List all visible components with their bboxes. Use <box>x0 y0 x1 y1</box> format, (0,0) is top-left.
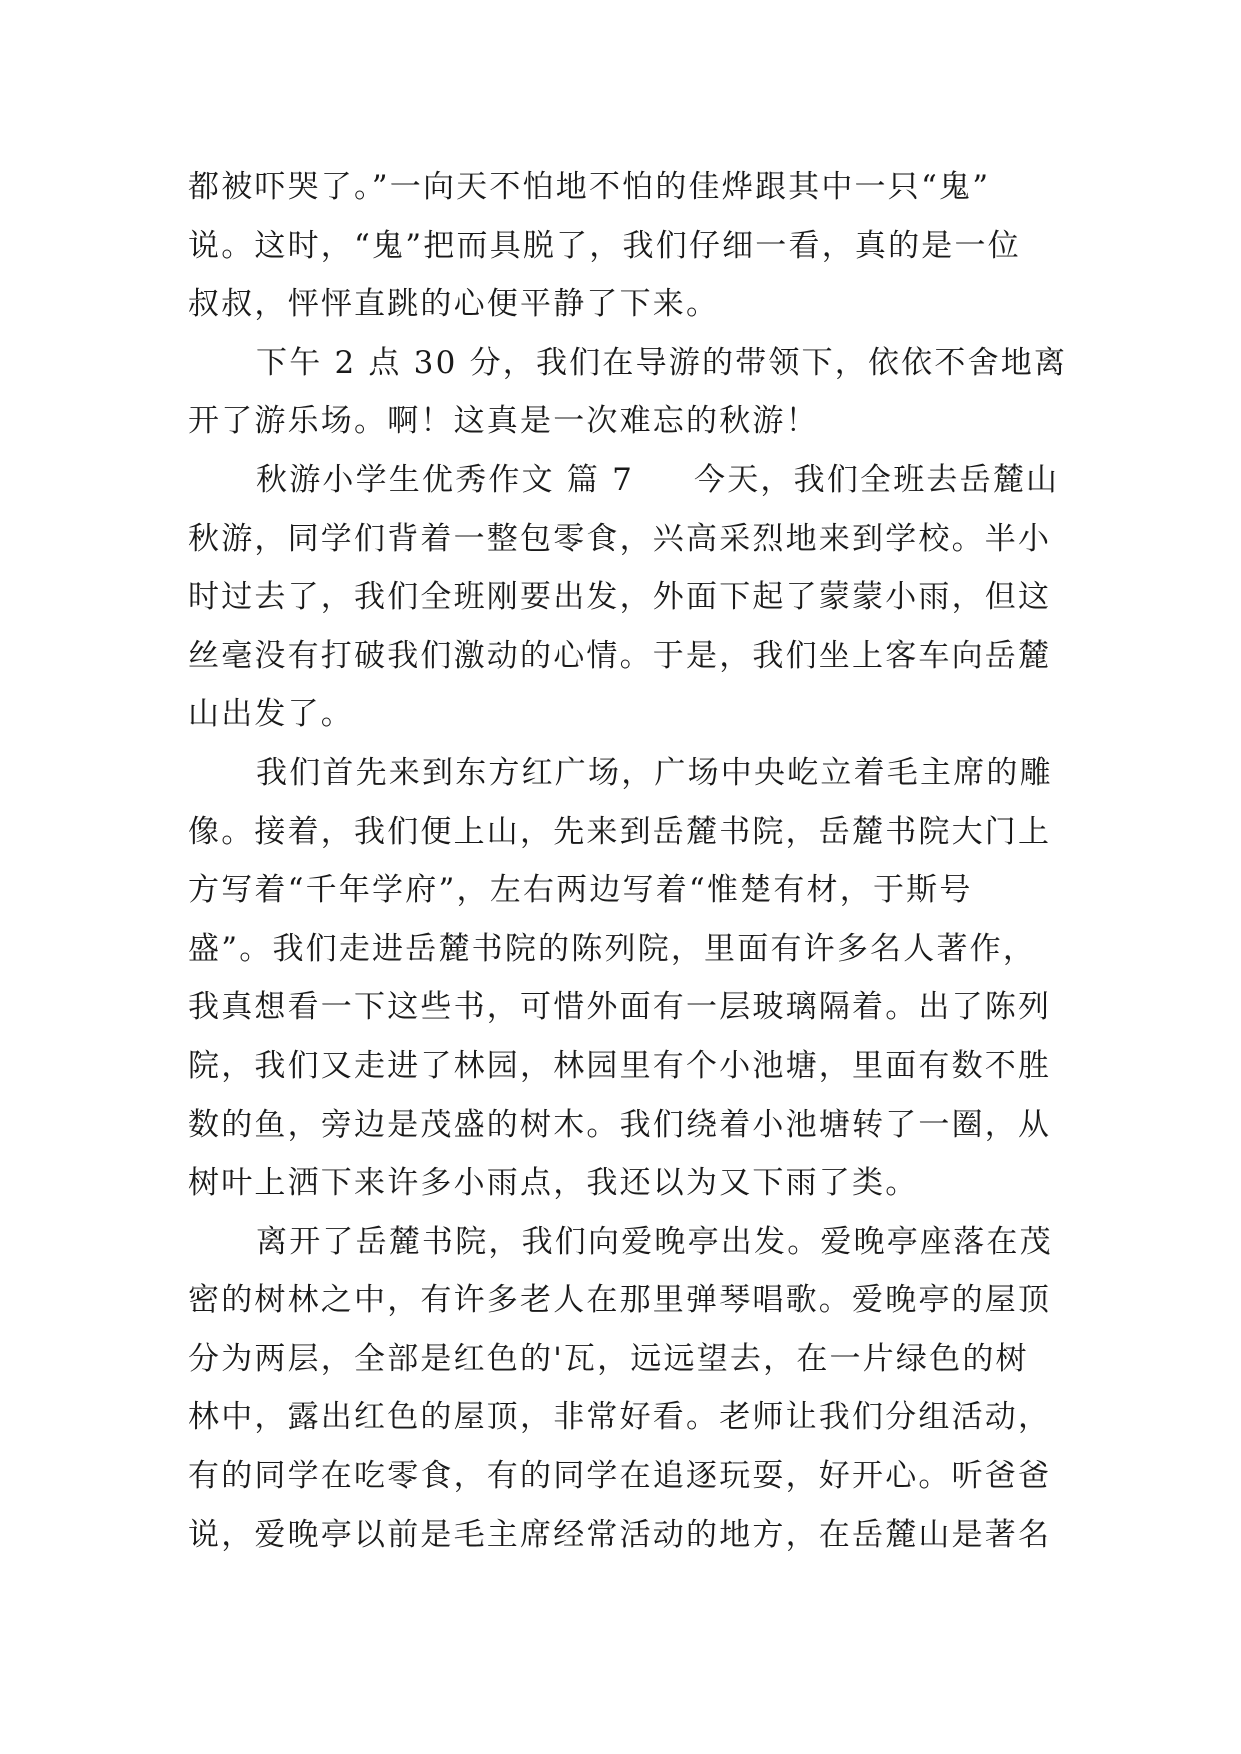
text-line: 院，我们又走进了林园，林园里有个小池塘，里面有数不胜 <box>188 1047 1052 1084</box>
text-line: 我们首先来到东方红广场，广场中央屹立着毛主席的雕 <box>256 754 1053 791</box>
text-line: 说，爱晚亭以前是毛主席经常活动的地方，在岳麓山是著名 <box>188 1516 1052 1553</box>
text-line: 我真想看一下这些书，可惜外面有一层玻璃隔着。出了陈列 <box>188 989 1052 1026</box>
text-line: 密的树林之中，有许多老人在那里弹琴唱歌。爱晚亭的屋顶 <box>188 1282 1052 1319</box>
text-line: 林中，露出红色的屋顶，非常好看。老师让我们分组活动， <box>188 1399 1052 1436</box>
section-first-sentence: 今天，我们全班去岳麓山 <box>694 461 1060 498</box>
text-line: 数的鱼，旁边是茂盛的树木。我们绕着小池塘转了一圈，从 <box>188 1106 1052 1143</box>
text-line: 叔叔，怦怦直跳的心便平静了下来。 <box>188 286 720 323</box>
text-line: 都被吓哭了。”一向天不怕地不怕的佳烨跟其中一只“鬼” <box>188 169 991 205</box>
text-line: 盛”。我们走进岳麓书院的陈列院，里面有许多名人著作， <box>188 930 1037 967</box>
text-line: 分为两层，全部是红色的'瓦，远远望去，在一片绿色的树 <box>188 1340 1029 1377</box>
text-line: 丝毫没有打破我们激动的心情。于是，我们坐上客车向岳麓 <box>188 637 1052 674</box>
essay-body <box>188 158 1068 1564</box>
text-line: 说。这时，“鬼”把而具脱了，我们仔细一看，真的是一位 <box>188 227 1021 264</box>
text-line: 方写着“千年学府”，左右两边写着“惟楚有材，于斯号 <box>188 872 973 909</box>
text-line: 离开了岳麓书院，我们向爱晚亭出发。爱晚亭座落在茂 <box>256 1223 1053 1260</box>
section-title: 秋游小学生优秀作文 篇 7 <box>256 461 635 498</box>
text-line: 有的同学在吃零食，有的同学在追逐玩耍，好开心。听爸爸 <box>188 1458 1052 1495</box>
section-title-line <box>188 451 1058 510</box>
text-line: 秋游，同学们背着一整包零食，兴高采烈地来到学校。半小 <box>188 520 1052 557</box>
text-line: 开了游乐场。啊！这真是一次难忘的秋游！ <box>188 403 819 440</box>
text-line: 下午 2 点 30 分，我们在导游的带领下，依依不舍地离 <box>256 344 1068 381</box>
text-line: 山出发了。 <box>188 696 354 733</box>
text-line: 树叶上洒下来许多小雨点，我还以为又下雨了类。 <box>188 1165 919 1202</box>
text-line: 像。接着，我们便上山，先来到岳麓书院，岳麓书院大门上 <box>188 813 1052 850</box>
text-line: 时过去了，我们全班刚要出发，外面下起了蒙蒙小雨，但这 <box>188 579 1052 616</box>
